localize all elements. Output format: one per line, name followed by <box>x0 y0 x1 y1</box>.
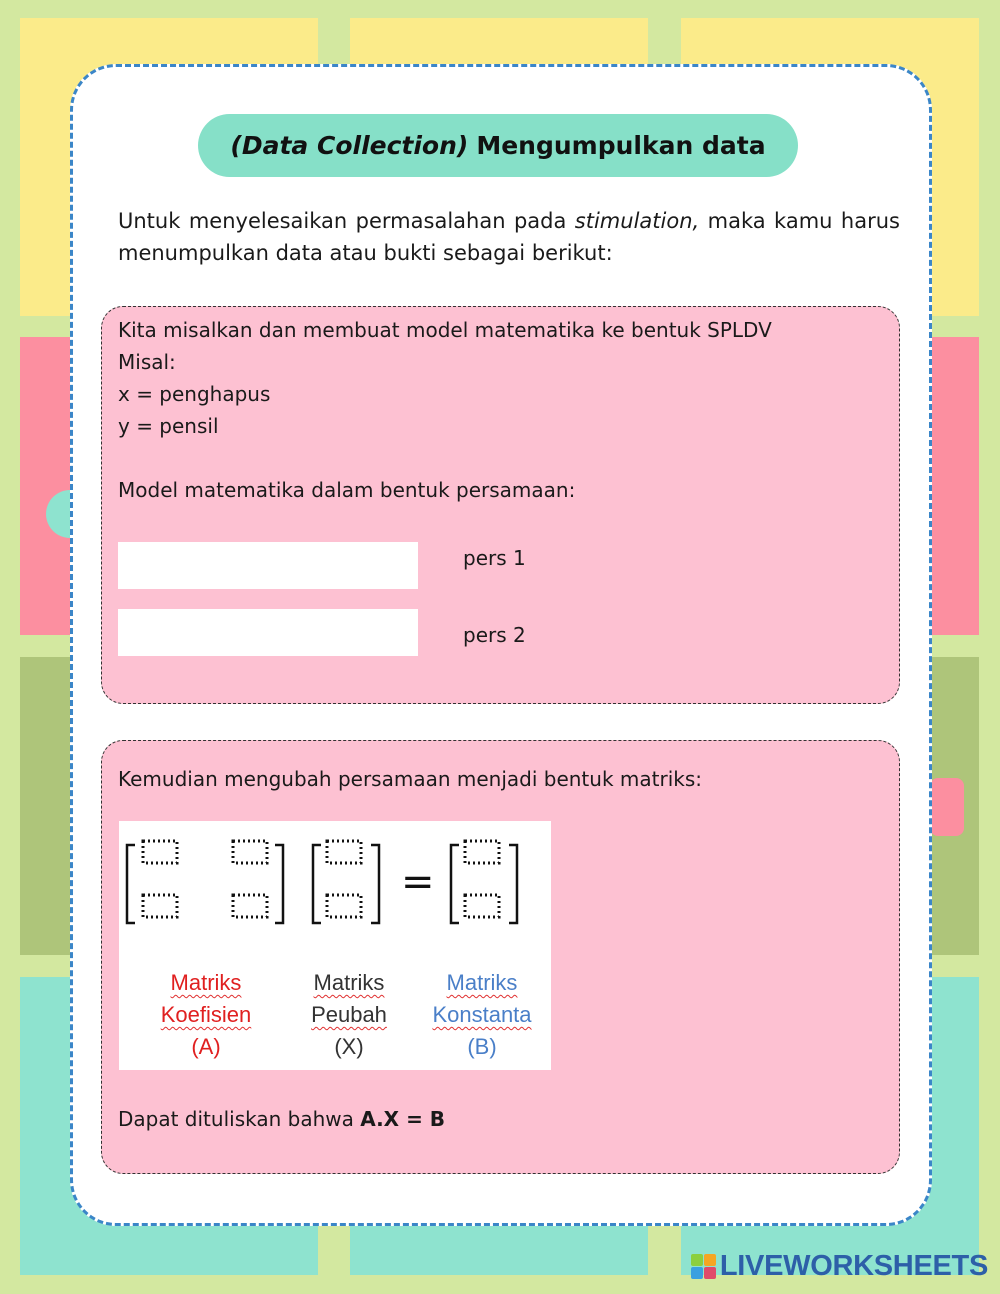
label-b-line1: Matriks <box>446 970 518 995</box>
liveworksheets-logo-icon <box>691 1254 716 1279</box>
label-matrix-x <box>289 967 409 1063</box>
label-x-line2: Peubah <box>311 1002 387 1027</box>
label-matrix-a <box>146 967 266 1063</box>
title-italic: (Data Collection) <box>230 131 469 160</box>
intro-paragraph <box>118 205 900 269</box>
section-title <box>198 114 798 177</box>
model-intro-text: Kita misalkan dan membuat model matematika ke bentuk SPLDV <box>118 318 772 342</box>
equation-model-label: Model matematika dalam bentuk persamaan: <box>118 478 576 502</box>
label-b-line2: Konstanta <box>432 1002 532 1027</box>
pers1-label: pers 1 <box>463 546 526 570</box>
variable-x-text: x = penghapus <box>118 382 271 406</box>
label-b-line3: (B) <box>467 1034 497 1059</box>
pers1-input[interactable] <box>118 542 418 589</box>
liveworksheets-logo <box>691 1250 988 1283</box>
matrix-diagram <box>119 821 551 1070</box>
equals-sign: = <box>401 859 435 905</box>
conclusion-prefix: Dapat dituliskan bahwa <box>118 1107 361 1131</box>
intro-text-2: maka kamu harus menumpulkan data atau bukti sebagai berikut: <box>118 209 900 265</box>
conclusion-formula: A.X = B <box>360 1107 446 1131</box>
pers2-label: pers 2 <box>463 623 526 647</box>
label-x-line3: (X) <box>334 1034 364 1059</box>
logo-text: LIVEWORKSHEETS <box>719 1250 988 1282</box>
matrix-intro-text: Kemudian mengubah persamaan menjadi bentuk matriks: <box>118 767 702 791</box>
bg-pink-tab <box>930 778 964 836</box>
label-a-line1: Matriks <box>170 970 242 995</box>
conclusion-text <box>118 1107 445 1131</box>
label-x-line1: Matriks <box>313 970 385 995</box>
label-a-line2: Koefisien <box>160 1002 252 1027</box>
label-a-line3: (A) <box>191 1034 221 1059</box>
misal-label: Misal: <box>118 350 176 374</box>
title-text: Mengumpulkan data <box>476 131 766 160</box>
label-matrix-b <box>422 967 542 1063</box>
pers2-input[interactable] <box>118 609 418 656</box>
intro-text-1: Untuk menyelesaikan permasalahan pada <box>118 209 575 233</box>
intro-italic: stimulation, <box>574 209 700 233</box>
matrix-equation-graphic <box>119 821 551 961</box>
variable-y-text: y = pensil <box>118 414 219 438</box>
